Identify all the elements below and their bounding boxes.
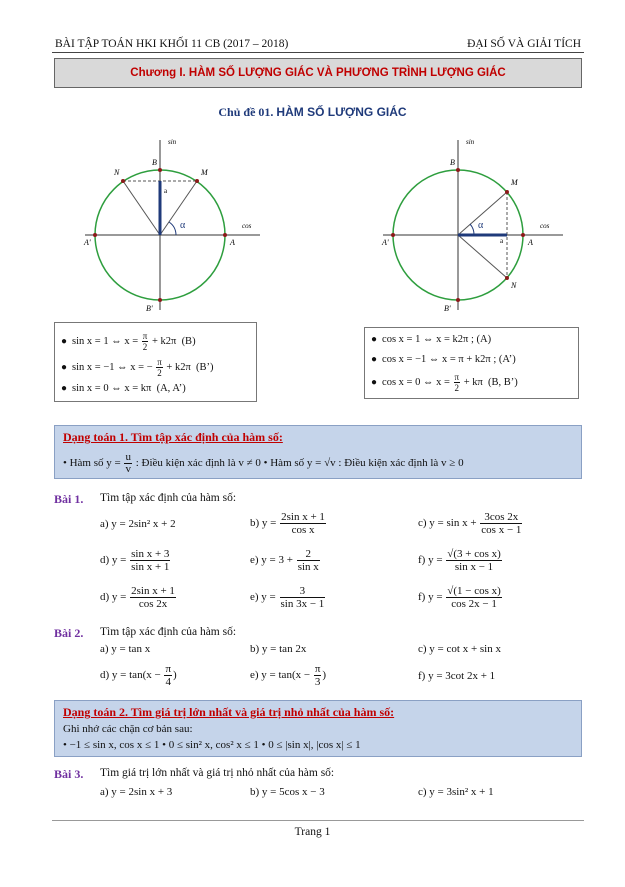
label-alpha: α bbox=[180, 220, 186, 231]
bai-2-text: Tìm tập xác định của hàm số: bbox=[100, 626, 237, 638]
fraction: $\frac{\pi}{2}$ bbox=[157, 357, 162, 378]
footer-rule bbox=[52, 820, 584, 821]
cos-formula-1: ● cos x = 1 ⇔ x = k2π ; (A) bbox=[371, 334, 492, 345]
fraction: $\frac{u}{v}$ bbox=[125, 451, 131, 475]
fraction: $\frac{\pi}{2}$ bbox=[142, 331, 148, 352]
bai-2-label: Bài 2. bbox=[54, 626, 84, 640]
point-bp bbox=[158, 298, 162, 302]
bai-1-item: c) y = sin x + $\frac{3\cos 2x}{\text{cos x − 1}}$ bbox=[418, 511, 522, 536]
sin-formula-box bbox=[54, 322, 257, 402]
fraction: $\frac{3}{\sin 3x - 1}$ bbox=[280, 585, 325, 610]
bai-1-item: f) y = $\frac{\text{√(3 + cos x)}}{\text{sin x − 1}}$ bbox=[418, 548, 501, 573]
dang-toan-1-box bbox=[54, 425, 582, 479]
dang-toan-2-line: • −1 ≤ sin x, cos x ≤ 1 • 0 ≤ sin² x, cos² x ≤ 1 • 0 ≤ |sin x|, |cos x| ≤ 1 bbox=[63, 739, 361, 751]
dang-toan-1-line: • Hàm số y = $\frac{u}{v}$ : Điều kiện xác định là v ≠ 0 • Hàm số y = √v : Điều kiện xác định là v ≥ 0 bbox=[63, 451, 464, 475]
bai-3-item: c) y = 3sin² x + 1 bbox=[418, 786, 494, 798]
cos-formula-2: ● cos x = −1 ⇔ x = π + k2π ; (A’) bbox=[371, 354, 516, 365]
bai-2-item: d) y = tan(x − $\frac{\pi}{4}$ ) bbox=[100, 663, 177, 688]
label-b: B bbox=[450, 158, 455, 167]
fraction: $\frac{\text{2sin x + 1}}{\text{cos x}}$ bbox=[281, 511, 325, 536]
point-b bbox=[456, 168, 460, 172]
bai-3-text: Tìm giá trị lớn nhất và giá trị nhỏ nhất của hàm số: bbox=[100, 767, 335, 779]
angle-arc bbox=[470, 224, 474, 235]
label-ap: A' bbox=[84, 238, 91, 247]
label-m: M bbox=[201, 168, 208, 177]
fraction: $\frac{2}{\text{sin x}}$ bbox=[297, 548, 319, 573]
unit-circle-cos bbox=[378, 130, 568, 315]
page-number: Trang 1 bbox=[294, 826, 331, 838]
label-bp: B' bbox=[444, 304, 451, 313]
fraction: $\frac{\text{√(3 + cos x)}}{\text{sin x − 1}}$ bbox=[447, 548, 501, 573]
label-n: N bbox=[511, 281, 517, 290]
bai-2-item: f) y = 3cot 2x + 1 bbox=[418, 670, 496, 682]
topic-title bbox=[0, 105, 625, 120]
label-ap: A' bbox=[382, 238, 389, 247]
sin-formula-2: ● sin x = −1 ⇔ x = − $\frac{\pi}{2}$ + k2π (B’) bbox=[61, 357, 214, 378]
dang-toan-2-box bbox=[54, 700, 582, 757]
point-n bbox=[505, 276, 509, 280]
label-a-value: a bbox=[500, 237, 504, 245]
label-a: A bbox=[528, 238, 533, 247]
bai-1-item: b) y = $\frac{\text{2sin x + 1}}{\text{cos x}}$ bbox=[250, 511, 325, 536]
fraction: $\frac{\pi}{2}$ bbox=[454, 372, 460, 393]
bai-3-label: Bài 3. bbox=[54, 767, 84, 781]
fraction: $\frac{\text{√(1 − cos x)}}{\cos 2x - 1}$ bbox=[447, 585, 501, 610]
header-right: ĐẠI SỐ VÀ GIẢI TÍCH bbox=[467, 38, 581, 50]
label-b: B bbox=[152, 158, 157, 167]
label-bp: B' bbox=[146, 304, 153, 313]
bai-3-item: b) y = 5cos x − 3 bbox=[250, 786, 325, 798]
label-a: A bbox=[230, 238, 235, 247]
fraction: $\frac{3\cos 2x}{\text{cos x − 1}}$ bbox=[481, 511, 522, 536]
label-a-value: a bbox=[164, 187, 168, 195]
point-ap bbox=[391, 233, 395, 237]
bai-1-item: f) y = $\frac{\text{√(1 − cos x)}}{\cos 2x - 1}$ bbox=[418, 585, 501, 610]
point-a bbox=[521, 233, 525, 237]
sin-formula-3: ● sin x = 0 ⇔ x = kπ (A, A’) bbox=[61, 383, 186, 394]
point-bp bbox=[456, 298, 460, 302]
point-m bbox=[505, 190, 509, 194]
bai-1-text: Tìm tập xác định của hàm số: bbox=[100, 492, 237, 504]
fraction: $\frac{\text{sin x + 3}}{\text{sin x + 1}}$ bbox=[131, 548, 170, 573]
dang-toan-2-title: Dạng toán 2. Tìm giá trị lớn nhất và giá trị nhỏ nhất của hàm số: bbox=[63, 705, 395, 719]
label-sin: sin bbox=[168, 138, 177, 146]
unit-circle-sin bbox=[80, 130, 265, 315]
bai-1-item: e) y = 3 + $\frac{2}{\text{sin x}}$ bbox=[250, 548, 319, 573]
point-ap bbox=[93, 233, 97, 237]
dang-toan-2-note: Ghi nhớ các chặn cơ bản sau: bbox=[63, 723, 193, 735]
header-left: BÀI TẬP TOÁN HKI KHỐI 11 CB (2017 – 2018) bbox=[55, 38, 289, 50]
bai-1-item: d) y = $\frac{\text{sin x + 3}}{\text{sin x + 1}}$ bbox=[100, 548, 170, 573]
bai-1-item: e) y = $\frac{3}{\sin 3x - 1}$ bbox=[250, 585, 325, 610]
cos-formula-box bbox=[364, 327, 579, 399]
fraction: $\frac{\pi}{3}$ bbox=[314, 663, 321, 688]
label-sin: sin bbox=[466, 138, 475, 146]
point-n bbox=[121, 179, 125, 183]
dang-toan-1-title: Dạng toán 1. Tìm tập xác định của hàm số: bbox=[63, 430, 283, 444]
angle-arc bbox=[169, 222, 176, 235]
chapter-title: Chương I. HÀM SỐ LƯỢNG GIÁC VÀ PHƯƠNG TRÌNH LƯỢNG GIÁC bbox=[54, 58, 582, 88]
label-cos: cos bbox=[242, 222, 252, 230]
bai-2-item: c) y = cot x + sin x bbox=[418, 643, 501, 655]
radius-n bbox=[123, 181, 160, 235]
fraction: $\frac{\pi}{4}$ bbox=[165, 663, 171, 688]
label-n: N bbox=[114, 168, 120, 177]
point-m bbox=[195, 179, 199, 183]
topic-prefix: Chủ đề 01. bbox=[218, 105, 274, 119]
bai-1-item: d) y = $\frac{\text{2sin x + 1}}{\cos 2x}$ bbox=[100, 585, 175, 610]
label-m: M bbox=[511, 178, 518, 187]
point-b bbox=[158, 168, 162, 172]
header-rule bbox=[52, 52, 584, 53]
label-cos: cos bbox=[540, 222, 550, 230]
sin-formula-1: ● sin x = 1 ⇔ x = $\frac{\pi}{2}$ + k2π (B) bbox=[61, 331, 196, 352]
bai-1-label: Bài 1. bbox=[54, 492, 84, 506]
bai-2-item: e) y = tan(x − $\frac{\pi}{3}$ ) bbox=[250, 663, 327, 688]
label-alpha: α bbox=[478, 220, 484, 231]
bai-2-item: a) y = tan x bbox=[100, 643, 151, 655]
bai-1-item: a) y = 2sin² x + 2 bbox=[100, 518, 176, 530]
bai-2-item: b) y = tan 2x bbox=[250, 643, 307, 655]
bai-3-item: a) y = 2sin x + 3 bbox=[100, 786, 173, 798]
point-a bbox=[223, 233, 227, 237]
fraction: $\frac{\text{2sin x + 1}}{\cos 2x}$ bbox=[131, 585, 175, 610]
cos-formula-3: ● cos x = 0 ⇔ x = $\frac{\pi}{2}$ + kπ (B, B’) bbox=[371, 372, 518, 393]
topic-name: HÀM SỐ LƯỢNG GIÁC bbox=[276, 105, 407, 119]
